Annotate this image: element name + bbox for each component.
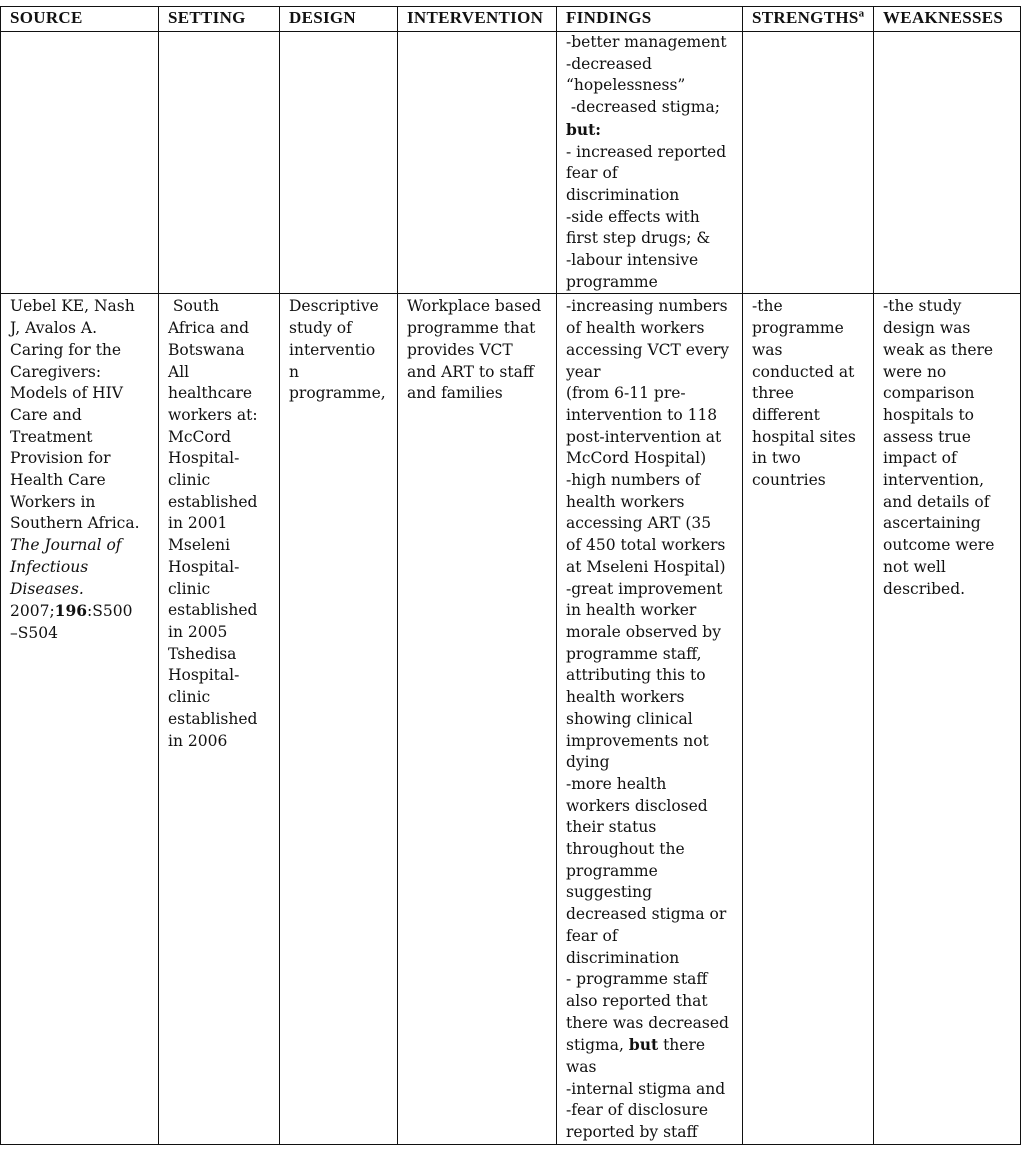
header-strengths-footnote-mark: a — [858, 7, 865, 20]
findings-but-bold: but — [628, 1035, 659, 1055]
findings-line: accessing VCT every — [566, 340, 730, 359]
source-line: Uebel KE, Nash — [10, 297, 135, 316]
source-line: Care and — [10, 405, 82, 424]
findings-line: attributing this to — [566, 666, 706, 685]
findings-stigma-text: stigma, — [566, 1036, 629, 1055]
setting-line: established — [168, 492, 258, 511]
cont-findings-line: - increased reported — [566, 142, 727, 161]
findings-line: discrimination — [566, 948, 680, 967]
source-line — [10, 535, 152, 557]
uebel-source-cell — [1, 294, 159, 1145]
uebel-weaknesses-cell — [874, 294, 1021, 1145]
setting-line: healthcare — [168, 384, 253, 403]
findings-line: at Mseleni Hospital) — [566, 557, 726, 576]
setting-line: Hospital- — [168, 449, 240, 468]
setting-line: Tshedisa — [168, 644, 237, 663]
findings-line: health workers — [566, 688, 685, 707]
source-line — [10, 579, 152, 601]
findings-there-text: there — [658, 1036, 706, 1055]
findings-line: in health worker — [566, 601, 697, 620]
weaknesses-line: were no — [883, 362, 947, 381]
strengths-line: -the — [752, 297, 783, 316]
weaknesses-line: ascertaining — [883, 514, 981, 533]
design-line: Descriptive — [289, 297, 379, 316]
setting-line: South — [168, 297, 220, 316]
setting-line: clinic — [168, 579, 211, 598]
setting-line: workers at: — [168, 405, 258, 424]
header-intervention: INTERVENTION — [398, 7, 557, 32]
source-line: Southern Africa. — [10, 514, 140, 533]
weaknesses-line: outcome were — [883, 536, 995, 555]
findings-line: health workers — [566, 492, 685, 511]
source-line: Caring for the — [10, 340, 122, 359]
header-findings: FINDINGS — [557, 7, 743, 32]
findings-line: McCord Hospital) — [566, 449, 707, 468]
design-line: interventio — [289, 340, 376, 359]
findings-line: also reported that — [566, 991, 708, 1010]
source-pages: :S500 — [87, 602, 133, 621]
findings-line: - programme staff — [566, 970, 708, 989]
source-line: Provision for — [10, 449, 111, 468]
setting-line: established — [168, 601, 258, 620]
review-table — [0, 6, 1021, 1145]
weaknesses-line: hospitals to — [883, 405, 975, 424]
source-line: Treatment — [10, 427, 93, 446]
findings-line: morale observed by — [566, 622, 721, 641]
findings-line: throughout the — [566, 840, 685, 859]
setting-line: established — [168, 709, 258, 728]
source-line: –S504 — [10, 623, 58, 642]
journal-name-italic: Diseases. — [10, 579, 84, 598]
findings-line: showing clinical — [566, 709, 693, 728]
weaknesses-line: and details of — [883, 492, 990, 511]
findings-line: intervention to 118 — [566, 405, 718, 424]
setting-line: Africa and — [168, 319, 250, 338]
findings-line: was — [566, 1058, 597, 1077]
weaknesses-line: described. — [883, 579, 966, 598]
uebel-setting-cell — [159, 294, 280, 1145]
journal-name-italic: Infectious — [10, 557, 89, 576]
source-line — [10, 557, 152, 579]
weaknesses-line: -the study — [883, 297, 962, 316]
findings-line: -increasing numbers — [566, 297, 728, 316]
findings-line: -high numbers of — [566, 471, 701, 490]
findings-line: -more health — [566, 774, 667, 793]
strengths-line: in two — [752, 449, 801, 468]
strengths-line: hospital sites — [752, 427, 856, 446]
cont-design-cell — [280, 32, 398, 294]
source-year: 2007; — [10, 602, 55, 621]
cont-findings-line: programme — [566, 272, 658, 291]
setting-line: Hospital- — [168, 666, 240, 685]
findings-line: programme — [566, 861, 658, 880]
uebel-design-cell — [280, 294, 398, 1145]
strengths-line: conducted at — [752, 362, 855, 381]
findings-line: post-intervention at — [566, 427, 722, 446]
cont-intervention-cell — [398, 32, 557, 294]
header-strengths — [743, 7, 874, 32]
setting-line: All — [168, 362, 190, 381]
findings-line: improvements not — [566, 731, 709, 750]
uebel-intervention-cell — [398, 294, 557, 1145]
uebel-strengths-cell — [743, 294, 874, 1145]
findings-line: of health workers — [566, 319, 705, 338]
cont-findings-line: -labour intensive — [566, 251, 699, 270]
cont-findings-line: -side effects with — [566, 207, 700, 226]
header-design: DESIGN — [280, 7, 398, 32]
setting-line: in 2006 — [168, 731, 228, 750]
cont-source-cell — [1, 32, 159, 294]
findings-line: -internal stigma and — [566, 1079, 726, 1098]
header-strengths-label: STRENGTHS — [752, 8, 859, 27]
table-row-uebel — [1, 294, 1021, 1145]
strengths-line: was — [752, 340, 783, 359]
findings-line: accessing ART (35 — [566, 514, 712, 533]
intervention-line: Workplace based — [407, 297, 542, 316]
findings-line: their status — [566, 818, 657, 837]
strengths-line: programme — [752, 319, 844, 338]
weaknesses-line: design was — [883, 319, 971, 338]
findings-line: dying — [566, 753, 610, 772]
cont-findings-line: -better management — [566, 33, 727, 51]
findings-line: there was decreased — [566, 1013, 729, 1032]
source-line: Caregivers: — [10, 362, 102, 381]
findings-line: workers disclosed — [566, 796, 708, 815]
table-row-continuation — [1, 32, 1021, 294]
weaknesses-line: intervention, — [883, 471, 985, 490]
cont-findings-line — [566, 119, 736, 142]
weaknesses-line: not well — [883, 557, 946, 576]
intervention-line: provides VCT — [407, 340, 513, 359]
findings-line: decreased stigma or — [566, 905, 727, 924]
setting-line: Botswana — [168, 340, 245, 359]
uebel-findings-cell — [557, 294, 743, 1145]
cont-findings-cell — [557, 32, 743, 294]
cont-findings-but-bold: but: — [566, 119, 601, 139]
cont-strengths-cell — [743, 32, 874, 294]
source-line — [10, 600, 152, 623]
setting-line: in 2001 — [168, 514, 228, 533]
design-line: n — [289, 362, 299, 381]
strengths-line: countries — [752, 471, 826, 490]
cont-findings-line: fear of — [566, 164, 618, 183]
header-setting: SETTING — [159, 7, 280, 32]
findings-line: programme staff, — [566, 644, 702, 663]
setting-line: clinic — [168, 688, 211, 707]
weaknesses-line: weak as there — [883, 340, 994, 359]
cont-findings-line: first step drugs; & — [566, 229, 711, 248]
setting-line: in 2005 — [168, 622, 228, 641]
findings-line — [566, 1034, 736, 1057]
findings-line: fear of — [566, 926, 618, 945]
weaknesses-line: comparison — [883, 384, 975, 403]
strengths-line: different — [752, 405, 820, 424]
findings-line: of 450 total workers — [566, 536, 726, 555]
source-line: J, Avalos A. — [10, 319, 98, 338]
findings-line: suggesting — [566, 883, 652, 902]
findings-line: year — [566, 362, 601, 381]
cont-findings-line: -decreased — [566, 54, 652, 73]
strengths-line: three — [752, 384, 794, 403]
header-source: SOURCE — [1, 7, 159, 32]
intervention-line: and ART to staff — [407, 362, 534, 381]
source-volume-bold: 196 — [54, 601, 88, 621]
findings-line: reported by staff — [566, 1123, 698, 1142]
findings-line: -great improvement — [566, 579, 723, 598]
weaknesses-line: impact of — [883, 449, 957, 468]
design-line: programme, — [289, 384, 386, 403]
intervention-line: and families — [407, 384, 503, 403]
intervention-line: programme that — [407, 319, 536, 338]
source-line: Workers in — [10, 492, 96, 511]
cont-findings-line: discrimination — [566, 185, 680, 204]
cont-weaknesses-cell — [874, 32, 1021, 294]
cont-findings-line: “hopelessness” — [566, 76, 686, 95]
design-line: study of — [289, 319, 352, 338]
header-row — [1, 7, 1021, 32]
setting-line: clinic — [168, 471, 211, 490]
setting-line: Mseleni — [168, 536, 231, 555]
weaknesses-line: assess true — [883, 427, 971, 446]
journal-name-italic: The Journal of — [10, 536, 122, 555]
source-line: Health Care — [10, 471, 106, 490]
setting-line: Hospital- — [168, 557, 240, 576]
setting-line: McCord — [168, 427, 232, 446]
cont-setting-cell — [159, 32, 280, 294]
findings-line: -fear of disclosure — [566, 1101, 709, 1120]
findings-line: (from 6-11 pre- — [566, 384, 686, 403]
cont-findings-line: -decreased stigma; — [566, 98, 720, 117]
header-weaknesses: WEAKNESSES — [874, 7, 1021, 32]
source-line: Models of HIV — [10, 384, 123, 403]
